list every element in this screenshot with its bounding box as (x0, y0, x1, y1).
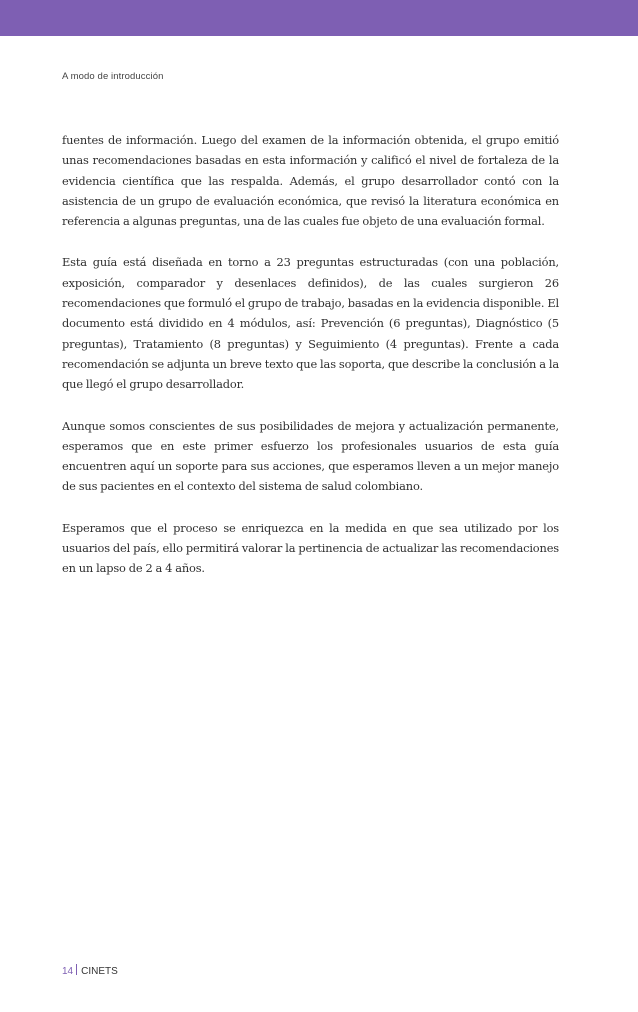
paragraph-4: Esperamos que el proceso se enriquezca en la medida en que sea utilizado por los usuarios del país, ello permitirá valorar la pertinencia de actualizar las recomendaciones en un lapso de 2 a 4 años. (62, 520, 559, 576)
publisher-name: CINETS (81, 966, 118, 977)
running-header: A modo de introducción (62, 71, 164, 82)
top-color-band (0, 0, 638, 36)
page-number: 14 (62, 966, 74, 977)
footer-separator (76, 964, 77, 975)
paragraph-2: Esta guía está diseñada en torno a 23 preguntas estructuradas (con una población, exposición, comparador y desenlaces definidos), de las cuales surgieron 26 recomendaciones que formuló el grupo de trabajo, basadas en la evidencia disponible. El documento está dividido en 4 módulos, así: Prevención (6 preguntas), Diagnóstico (5 preguntas), Tratamiento (8 preguntas) y Seguimiento (4 preguntas). Frente a cada recomendación se adjunta un breve texto que las soporta, que describe la conclusión a la que llegó el grupo desarrollador. (62, 255, 559, 392)
page-footer (62, 964, 118, 977)
paragraph-3: Aunque somos conscientes de sus posibilidades de mejora y actualización permanente, esperamos que en este primer esfuerzo los profesionales usuarios de esta guía encuentren aquí un soporte para sus acciones, que esperamos lleven a un mejor manejo de sus pacientes en el contexto del sistema de salud colombiano. (62, 418, 559, 494)
paragraph-1: fuentes de información. Luego del examen de la información obtenida, el grupo emitió unas recomendaciones basadas en esta información y calificó el nivel de fortaleza de la evidencia científica que las respalda. Además, el grupo desarrollador contó con la asistencia de un grupo de evaluación económica, que revisó la literatura económica en referencia a algunas preguntas, una de las cuales fue objeto de una evaluación formal. (62, 133, 559, 229)
body-text (62, 130, 559, 600)
